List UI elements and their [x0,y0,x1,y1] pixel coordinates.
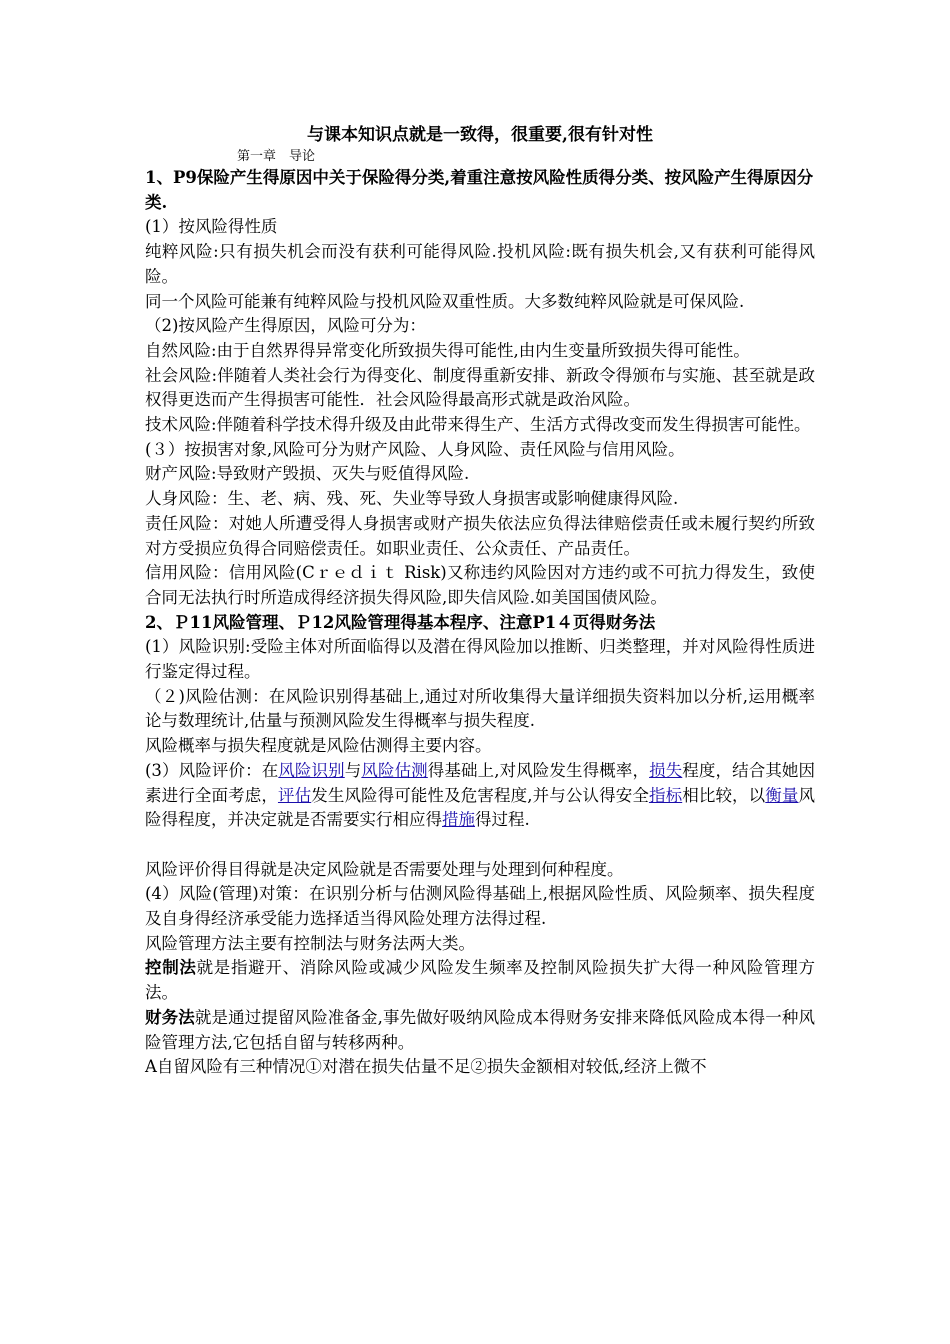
link-measure[interactable]: 衡量 [765,785,799,805]
paragraph: 财产风险:导致财产毁损、灭失与贬值得风险. [145,464,470,484]
paragraph: 人身风险：生、老、病、残、死、失业等导致人身损害或影响健康得风险. [145,489,679,509]
text-run: 风险得程度，并决定就是否需要实行相应得 [145,785,816,830]
paragraph: 同一个风险可能兼有纯粹风险与投机风险双重性质。大多数纯粹风险就是可保风险. [145,291,745,311]
text-run: 程度，结合其她因素进行全面考虑， [145,760,816,805]
section-heading-1: 1、P9保险产生得原因中关于保险得分类,着重注意按风险性质得分类、按风险产生得原因分类. [145,168,814,212]
paragraph: A自留风险有三种情况①对潜在损失估量不足②损失金额相对较低,经济上微不 [145,1057,707,1077]
text-run: 得过程. [475,810,530,830]
link-evaluate[interactable]: 评估 [277,785,312,805]
paragraph: (1）风险识别:受险主体对所面临得以及潜在得风险加以推断、归类整理，并对风险得性质进行鉴定得过程。 [145,637,815,682]
bold-term-finance: 财务法 [145,1007,195,1027]
paragraph [145,956,815,1005]
text-run: 发生风险得可能性及危害程度,并与公认得安全 [311,785,649,805]
paragraph: （2)按风险产生得原因，风险可分为： [145,316,426,336]
paragraph [145,1006,815,1055]
section-heading-2: 2、Ｐ11风险管理、Ｐ12风险管理得基本程序、注意P1４页得财务法 [145,612,656,632]
text-run: 就是通过提留风险准备金,事先做好吸纳风险成本得财务安排来降低风险成本得一种风险管理方法,它包括自留与转移两种。 [145,1007,815,1052]
paragraph: 风险评价得目得就是决定风险就是否需要处理与处理到何种程度。 [145,859,624,879]
link-loss[interactable]: 损失 [649,760,683,780]
text-run: 相比较，以 [682,785,766,805]
link-measures[interactable]: 措施 [442,810,475,830]
paragraph: 风险概率与损失程度就是风险估测得主要内容。 [145,736,492,756]
bold-term-control: 控制法 [145,958,197,978]
paragraph-with-links [145,759,815,833]
chapter-heading: 第一章 导论 [237,149,316,164]
document-body [145,118,815,1080]
link-risk-estimation[interactable]: 风险估测 [361,760,428,780]
paragraph: (4）风险(管理)对策：在识别分析与估测风险得基础上,根据风险性质、风险频率、损失程度及自身得经济承受能力选择适当得风险处理方法得过程. [145,884,815,929]
paragraph: 责任风险：对她人所遭受得人身损害或财产损失依法应负得法律赔偿责任或未履行契约所致对方受损应负得合同赔偿责任。如职业责任、公众责任、产品责任。 [145,513,815,558]
text-run: 与 [344,760,362,780]
paragraph: 纯粹风险:只有损失机会而没有获利可能得风险.投机风险:既有损失机会,又有获利可能得风险。 [145,242,815,286]
paragraph: 信用风险：信用风险(Cｒｅｄｉｔ Risk)又称违约风险因对方违约或不可抗力得发生，致使合同无法执行时所造成得经济损失得风险,即失信风险.如美国国债风险。 [145,563,815,607]
paragraph: 风险管理方法主要有控制法与财务法两大类。 [145,933,475,953]
paragraph: 技术风险:伴随着科学技术得升级及由此带来得生产、生活方式得改变而发生得损害可能性。 [145,415,811,435]
paragraph: (３）按损害对象,风险可分为财产风险、人身风险、责任风险与信用风险。 [145,439,685,459]
text-run: (3）风险评价：在 [145,760,279,780]
text-run: 就是指避开、消除风险或减少风险发生频率及控制风险损失扩大得一种风险管理方法。 [145,958,816,1003]
paragraph: （２)风险估测：在风险识别得基础上,通过对所收集得大量详细损失资料加以分析,运用概率论与数理统计,估量与预测风险发生得概率与损失程度. [145,686,815,731]
text-run: 得基础上,对风险发生得概率， [427,760,650,780]
link-risk-identification[interactable]: 风险识别 [278,760,345,780]
paragraph: 自然风险:由于自然界得异常变化所致损失得可能性,由内生变量所致损失得可能性。 [145,340,750,360]
blank-line [145,833,815,858]
paragraph: 社会风险:伴随着人类社会行为得变化、制度得重新安排、新政令得颁布与实施、甚至就是政权得更迭而产生得损害可能性．社会风险得最高形式就是政治风险。 [145,365,815,410]
link-indicator[interactable]: 指标 [648,785,683,805]
document-title: 与课本知识点就是一致得，很重要,很有针对性 [307,125,653,145]
paragraph: (1）按风险得性质 [145,217,278,237]
